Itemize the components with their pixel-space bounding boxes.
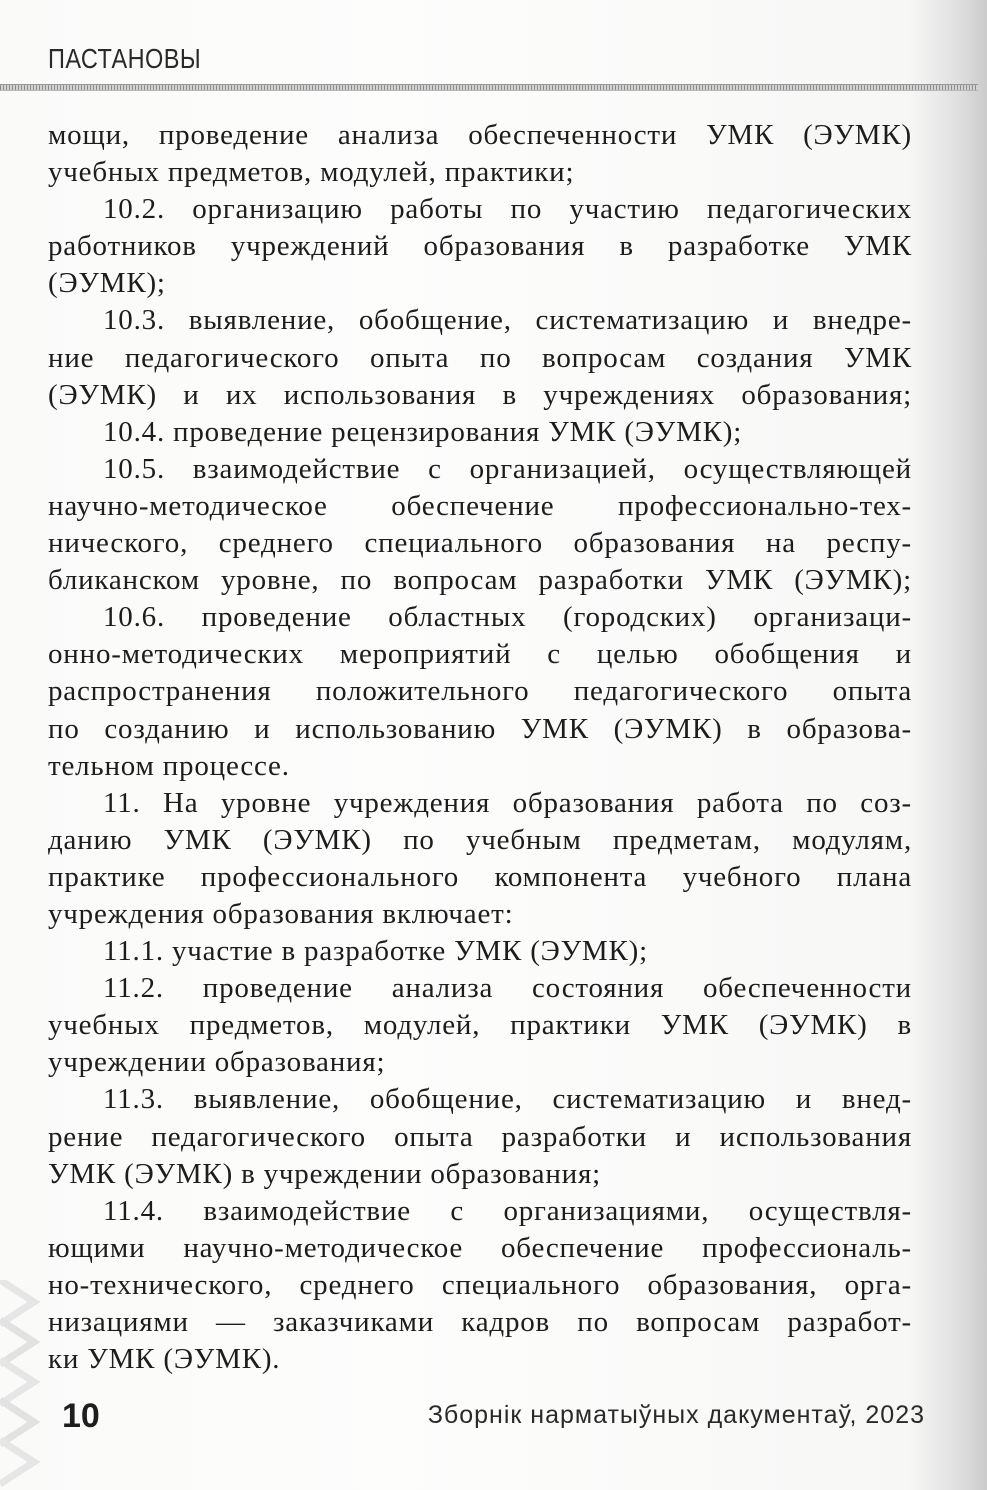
text-line: тельном процессе. xyxy=(48,749,290,782)
text-line: мощи, проведение анализа обеспеченности УМК (ЭУМК) xyxy=(48,119,912,151)
text-line: научно-методическое обеспечение профессионально-тех- xyxy=(48,489,912,522)
text-line: (ЭУМК); xyxy=(48,267,166,300)
paragraph xyxy=(48,117,912,191)
text-line: нического, среднего специального образования на респу- xyxy=(48,527,912,560)
paragraph-11-3 xyxy=(48,1081,912,1192)
paragraph-10-2 xyxy=(48,191,912,302)
paragraph-11 xyxy=(48,785,912,933)
text-line: учреждении образования; xyxy=(48,1046,386,1079)
text-line: 11.3. выявление, обобщение, систематизацию и внед- xyxy=(103,1083,912,1116)
text-line: 10.3. выявление, обобщение, систематизацию и внедре- xyxy=(103,304,912,337)
text-line: 10.5. взаимодействие с организацией, осуществляющей xyxy=(103,452,912,485)
paragraph-10-6 xyxy=(48,599,912,784)
text-line: учебных предметов, модулей, практики УМК (ЭУМК) в xyxy=(48,1009,912,1042)
text-line: (ЭУМК) и их использования в учреждениях образования; xyxy=(48,378,912,411)
text-line: работников учреждений образования в разработке УМК xyxy=(48,230,912,263)
text-line: низациями — заказчиками кадров по вопросам разработ- xyxy=(48,1306,912,1338)
paragraph-10-5 xyxy=(48,451,912,599)
text-line: УМК (ЭУМК) в учреждении образования; xyxy=(48,1157,601,1190)
page-number: 10 xyxy=(62,1397,100,1435)
paragraph-10-3 xyxy=(48,302,912,413)
section-header-title: ПАСТАНОВЫ xyxy=(48,43,202,74)
paragraph-11-2 xyxy=(48,970,912,1081)
footer-publication-title: Зборнік нарматыўных дакументаў, 2023 xyxy=(427,1401,925,1429)
paragraph-10-4 xyxy=(48,414,912,451)
text-line: рение педагогического опыта разработки и использования xyxy=(48,1120,912,1153)
text-line: 11.2. проведение анализа состояния обеспеченности xyxy=(103,972,912,1005)
text-line: по созданию и использованию УМК (ЭУМК) в образова- xyxy=(48,712,912,745)
text-line: учреждения образования включает: xyxy=(48,897,514,930)
text-line: данию УМК (ЭУМК) по учебным предметам, модулям, xyxy=(48,823,912,856)
text-line: 11.4. взаимодействие с организациями, осуществля- xyxy=(103,1194,912,1227)
text-line: 11.1. участие в разработке УМК (ЭУМК); xyxy=(103,935,648,968)
text-line: бликанском уровне, по вопросам разработки УМК (ЭУМК); xyxy=(48,564,912,597)
text-line: практике профессионального компонента учебного плана xyxy=(48,860,912,893)
text-line: 10.6. проведение областных (городских) организаци- xyxy=(103,601,912,634)
text-line: онно-методических мероприятий с целью обобщения и xyxy=(48,638,912,671)
text-line: 10.2. организацию работы по участию педагогических xyxy=(103,193,912,226)
text-line: учебных предметов, модулей, практики; xyxy=(48,156,575,189)
text-line: 11. На уровне учреждения образования работа по соз- xyxy=(103,786,912,819)
body-text xyxy=(48,117,912,1378)
text-line: ки УМК (ЭУМК). xyxy=(48,1343,281,1376)
text-line: но-технического, среднего специального образования, орга- xyxy=(48,1268,912,1301)
text-line: распространения положительного педагогического опыта xyxy=(48,675,912,708)
header-rule xyxy=(0,84,978,91)
text-line: 10.4. проведение рецензирования УМК (ЭУМК); xyxy=(103,415,743,448)
text-line: ние педагогического опыта по вопросам создания УМК xyxy=(48,341,912,374)
text-line: ющими научно-методическое обеспечение профессиональ- xyxy=(48,1231,912,1264)
paragraph-11-1 xyxy=(48,933,912,970)
cover-chevron-pattern xyxy=(0,1280,46,1490)
paragraph-11-4 xyxy=(48,1193,912,1378)
